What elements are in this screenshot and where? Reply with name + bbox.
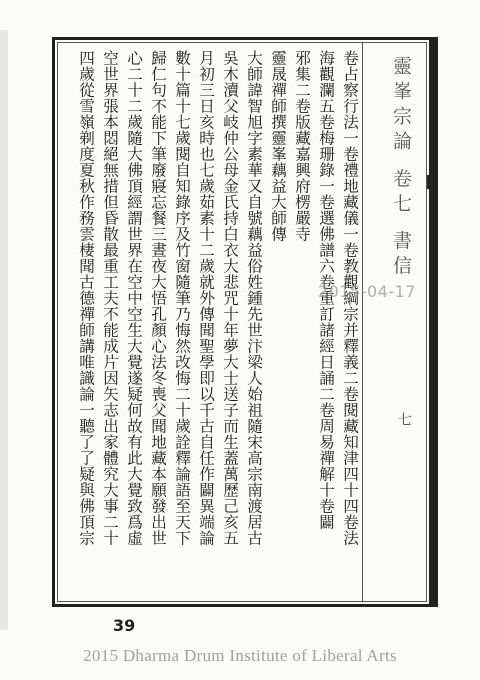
text-column-10: 心二十二歲隨大佛頂經謂世界在空中空生大覺遂疑何故有此大覺致爲虛 — [125, 50, 143, 546]
sidebar-page-marker: 七 — [396, 412, 412, 426]
sidebar-book-title: 靈峯宗論 卷七 書信 — [390, 56, 412, 281]
text-column-12: 四歲從雪嶺剃度夏秋作務雲棲聞古德禪師講唯識論一聽了了疑與佛頂宗 — [77, 50, 95, 546]
text-column-11: 空世界張本悶絕無措但昏散最重工夫不能成片因矢志出家體究大事二十 — [101, 50, 119, 546]
text-column-2: 海觀瀾五卷梅珊錄一卷選佛譜六卷重訂諸經日誦二卷周易禪解十卷闢 — [317, 50, 335, 530]
sidebar-divider — [362, 42, 363, 602]
page-number: 39 — [113, 616, 136, 635]
fishtail-mark — [427, 175, 436, 189]
text-column-1: 卷占察行法一卷禮地藏儀一卷教觀綱宗并釋義二卷閱藏知津四十四卷法 — [341, 50, 359, 546]
page-border-thick-edge — [432, 37, 438, 607]
text-column-5: 大師諱智旭字素華又自號藕益俗姓鍾先世汴梁人始祖隨宋高宗南渡居古 — [245, 50, 263, 546]
footer-watermark: 2015 Dharma Drum Institute of Liberal Arts — [83, 646, 397, 665]
body-text — [62, 50, 362, 602]
text-column-8: 數十篇十七歲閱自知錄序及竹窗隨筆乃悔然改悔二十歲詮釋論語至天下 — [173, 50, 191, 546]
text-column-4: 靈晟禪師撰靈峯藕益大師傳 — [269, 50, 287, 242]
text-column-6: 吳木瀆父岐仲公母金氏持白衣大悲咒十年夢大士送子而生蓋萬歷己亥五 — [221, 50, 239, 546]
page-sidebar — [366, 42, 426, 602]
page-edge-shadow — [0, 30, 8, 630]
date-stamp: 2015-04-17 — [318, 282, 416, 301]
text-column-9: 歸仁句不能下筆廢寢忘餐三晝夜大悟孔顏心法冬喪父聞地藏本願發出世 — [149, 50, 167, 546]
text-column-3: 邪集二卷版藏嘉興府楞嚴寺 — [293, 50, 311, 242]
text-column-7: 月初三日亥時也七歲茹素十二歲就外傳聞聖學即以千古自任作闢異端論 — [197, 50, 215, 546]
